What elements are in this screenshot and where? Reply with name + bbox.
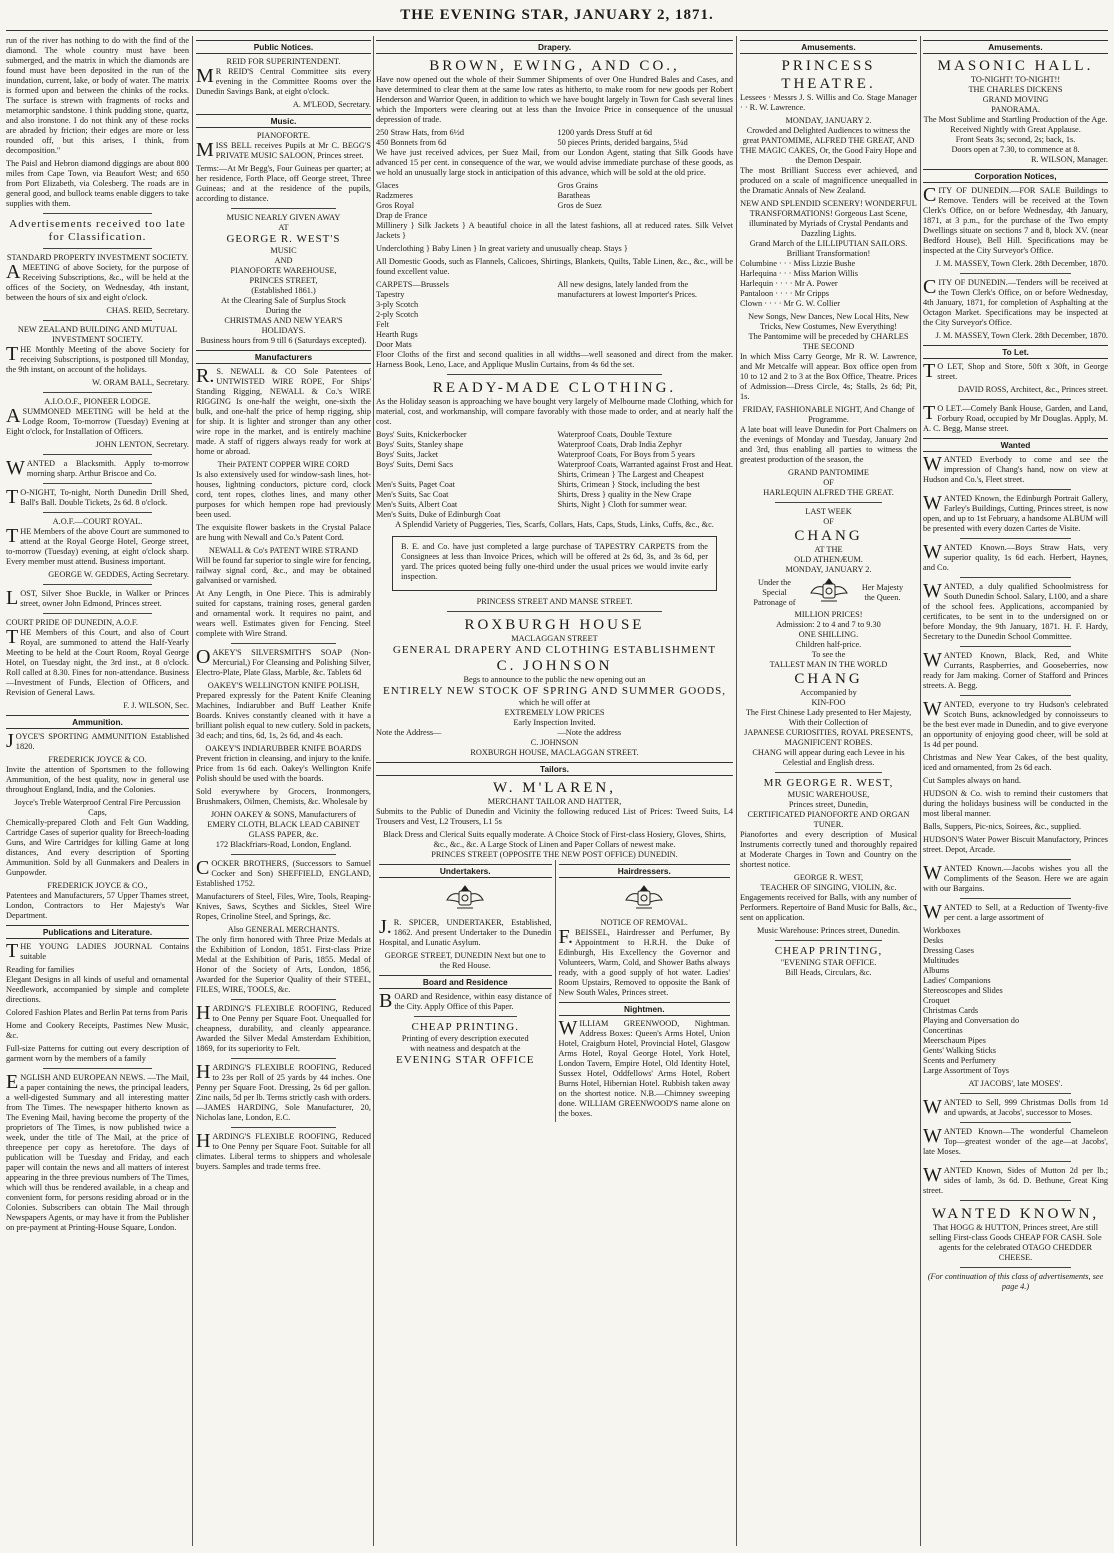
ad-line-centered: Accompanied by <box>800 688 857 697</box>
ad-paragraph: Submits to the Public of Dunedin and Vicinity the following reduced List of Prices: Tweed Suits, L4 Trousers and Vest, L2 Trousers, L1 5s <box>376 807 733 826</box>
ad-paragraph: THE Monthly Meeting of the above Society for receiving Subscriptions, is postponed till Monday, the 9th instant, on account of the holidays. <box>6 343 189 374</box>
ad-line-centered: Printing of every description executed <box>401 1034 529 1043</box>
ad-heading: MR GEORGE R. WEST, <box>763 777 894 789</box>
ad-line-centered: REID FOR SUPERINTENDENT. <box>226 57 341 66</box>
ad-line-centered: The Pantomime will be preceded by CHARLES THE SECOND <box>748 332 909 351</box>
continuation-note: (For continuation of this class of advertisements, see page 4.) <box>927 1272 1104 1291</box>
section-header: Corporation Notices, <box>923 169 1108 183</box>
ad-paragraph: OAKEY'S SILVERSMITH'S SOAP (Non-Mercurial,) For Cleansing and Polishing Silver, Electro-Plate, Plate Glass, Marble, &c. Tablets 6d <box>196 646 371 677</box>
section-header: Board and Residence <box>379 975 552 989</box>
ad-divider <box>960 646 1071 647</box>
ad-divider <box>960 898 1071 899</box>
ad-paragraph: COCKER BROTHERS, (Successors to Samuel Cocker and Son) SHEFFIELD, ENGLAND, Established 1752. <box>196 857 371 888</box>
ad-line-centered: HARLEQUIN ALFRED THE GREAT. <box>763 488 894 497</box>
section-header: Amusements. <box>740 40 917 54</box>
ad-divider <box>960 1161 1071 1162</box>
ad-line-centered: TO-NIGHT! TO-NIGHT!! <box>970 75 1061 84</box>
ad-divider <box>960 399 1071 400</box>
ad-signature: JOHN LENTON, Secretary. <box>95 440 189 449</box>
ad-line-centered: Joyce's Treble Waterproof Central Fire Percussion Caps, <box>14 798 181 817</box>
ad-divider <box>775 772 881 773</box>
ad-divider <box>447 374 661 375</box>
ad-divider <box>43 320 153 321</box>
section-header: Wanted <box>923 438 1108 452</box>
ad-paragraph: WANTED, a duly qualified Schoolmistress for South Dunedin School. Salary, L100, and a share of the school fees. Applications, accompanied by certificates, to be sent in to the undersigned on or before Monday, the 9th January, 1871. H. F. Hardy, Secretary to the Dunedin School Committee. <box>923 580 1108 641</box>
ad-paragraph: ENGLISH AND EUROPEAN NEWS. —The Mail, a paper containing the news, the principal leaders, a well-digested Summary and all interesting matter from The Times. The newspaper hitherto known as The Evening Mail, having become the property of the proprietors of The Times, is now published twice a week, under the title of The Mail, at the price of threepence per copy as heretofore. The days of publication will be Tuesday and Friday, and each paper will contain the news and all matters of interest appearing in the three previous numbers of The Times, which will thus be rendered available, in a cheap and convenient form, for persons residing abroad or in the Colonies. Subscribers can obtain The Mail through Newspapers Agents, or may have it from the Publisher on pre-payment at Printing-House Square, London. <box>6 1071 189 1232</box>
ad-line-centered: Their PATENT COPPER WIRE CORD <box>217 460 350 469</box>
ad-paragraph: WANTED Known—The wonderful Chameleon Top—greatest wonder of the age—at Jacobs', late Moses. <box>923 1125 1108 1156</box>
ad-paragraph: Home and Cookery Receipts, Pastimes New Music, &c. <box>6 1021 189 1040</box>
ad-paragraph: As the Holiday season is approaching we have bought very largely of Melbourne made Clothing, which for material, cost, and workmanship, will compare favorably with those made to order, and at nearly half the cost. <box>376 397 733 426</box>
ad-divider <box>960 538 1071 539</box>
column-5 <box>923 36 1108 1544</box>
ad-line-centered: Bill Heads, Circulars, &c. <box>785 968 872 977</box>
ad-title: W. M'LAREN, <box>492 780 617 796</box>
ad-line-centered: "EVENING STAR OFFICE. <box>780 958 877 967</box>
ad-line-centered: OAKEY'S INDIARUBBER KNIFE BOARDS <box>205 744 362 753</box>
ad-line-centered: MUSIC NEARLY GIVEN AWAY <box>226 213 341 222</box>
ad-signature: J. M. MASSEY, Town Clerk. 28th December, 1870. <box>935 259 1108 268</box>
ad-line-centered: Admission: 2 to 4 and 7 to 9.30 <box>776 620 881 629</box>
ad-paragraph: All Domestic Goods, such as Flannels, Calicoes, Shirtings, Blankets, Quilts, Table Linen, &c., &c., will be found excellent value. <box>376 257 733 276</box>
ad-title: PRINCESS THEATRE. <box>781 58 876 92</box>
column-separator <box>192 36 193 1546</box>
section-header: Drapery. <box>376 40 733 54</box>
ad-line-centered: GRAND PANTOMIME <box>788 468 869 477</box>
ad-line-centered: THE CHARLES DICKENS <box>968 85 1063 94</box>
ad-line-centered: PIANOFORTE. <box>256 131 311 140</box>
ad-divider <box>414 1016 518 1017</box>
ad-line-centered: NEW AND SPLENDID SCENERY! WONDERFUL TRANSFORMATIONS! Gorgeous Last Scene, illuminated by Myriads of Crystal Pendants and Dazzling Lights. <box>740 199 917 238</box>
ad-paragraph: Full-size Patterns for cutting out every description of garment worn by the members of a family <box>6 1044 189 1063</box>
ad-line: COURT PRIDE OF DUNEDIN, A.O.F. <box>6 618 138 627</box>
ad-line-centered: Black Dress and Clerical Suits equally moderate. A Choice Stock of First-class Hosiery, Gloves, Shirts, &c., &c., &c. A Large Stock of Linen and Paper Collars of newest make. <box>383 830 726 849</box>
ad-paragraph: Chemically-prepared Cloth and Felt Gun Wadding, Cartridge Cases of superior quality for Breech-loading Guns, and Wire Cartridges for killing Game at long distances, And every description of Sporting Ammunition. Sold by all Gunmakers and Dealers in Gunpowder. <box>6 818 189 877</box>
ad-two-column-list <box>376 430 733 520</box>
ad-divider <box>43 613 153 614</box>
royal-crest-icon <box>559 882 731 914</box>
section-header: To Let. <box>923 345 1108 359</box>
ad-divider <box>43 512 153 513</box>
ad-line-centered: Princes street, Dunedin, <box>788 800 869 809</box>
ad-paragraph: JOYCE'S SPORTING AMMUNITION Established 1820. <box>6 730 189 752</box>
ad-two-column-list <box>376 128 733 148</box>
ad-signature: W. ORAM BALL, Secretary. <box>92 378 189 387</box>
ad-line-centered: OLD ATHENÆUM. <box>794 555 863 564</box>
ad-two-column-list <box>376 280 733 350</box>
ad-line-centered: PRINCESS STREET AND MANSE STREET. <box>476 597 633 606</box>
ad-line-centered: HOLIDAYS. <box>261 326 306 335</box>
ad-line-centered: The First Chinese Lady presented to Her Majesty, <box>745 708 912 717</box>
ad-divider <box>231 643 336 644</box>
ad-line-centered: PIANOFORTE WAREHOUSE, <box>230 266 337 275</box>
ad-line-centered: OF <box>823 517 834 526</box>
ad-line-centered: STANDARD PROPERTY INVESTMENT SOCIETY. <box>6 253 189 262</box>
ad-line-centered: MUSIC <box>270 246 297 255</box>
ad-paragraph: Pianofortes and every description of Musical Instruments correctly tuned and thoroughly repaired at Moderate Charges in Town and Country on the shortest notice. <box>740 830 917 869</box>
section-header: Publications and Literature. <box>6 925 189 939</box>
ad-line-centered: AT JACOBS', late MOSES'. <box>968 1079 1063 1088</box>
ad-line-centered: At the Clearing Sale of Surplus Stock <box>221 296 346 305</box>
ad-line-centered: GEORGE STREET, DUNEDIN Next but one to the Red House. <box>384 951 546 970</box>
ad-line-centered: AT THE <box>814 545 843 554</box>
ad-divider <box>960 1122 1071 1123</box>
ad-paragraph: Is also extensively used for window-sash lines, hot-houses, lightning conductors, picture cord, clock cord, tent ropes, clothes lines, and many other purposes for which hempen rope had previously been used. <box>196 470 371 519</box>
ad-paragraph: Lessees · Messrs J. S. Willis and Co. Stage Manager · · R. W. Lawrence. <box>740 93 917 112</box>
ad-line-centered: FRIDAY, FASHIONABLE NIGHT, And Change of Programme. <box>742 405 915 424</box>
ad-list-left: Boys' Suits, Knickerbocker Boys' Suits, Stanley shape Boys' Suits, Jacket Boys' Suits, Demi Sacs Men's Suits, Paget Coat Men's Suits, Sac Coat Men's Suits, Albert Coat Men's Suits, Duke of Edinburgh Coat <box>376 430 501 519</box>
ad-paragraph: The exquisite flower baskets in the Crystal Palace are hung with Newall and Co.'s Patent Cord. <box>196 523 371 542</box>
ad-paragraph: Workboxes Desks Dressing Cases Multitudes Albums Ladies' Companions Stereoscopes and Slides Croquet Christmas Cards Playing and Conversation do Concertinas Meerschaum Pipes Gents' Walking Sticks Scents and Perfumery Large Assortment of Toys <box>923 926 1020 1075</box>
ad-line-centered: OAKEY'S WELLINGTON KNIFE POLISH, <box>207 681 360 690</box>
ad-divider <box>43 392 153 393</box>
ad-list-left: 250 Straw Hats, from 6½d 450 Bonnets from 6d <box>376 128 465 147</box>
ad-signature: F. J. WILSON, Sec. <box>123 701 189 710</box>
ad-paragraph: Christmas and New Year Cakes, of the best quality, iced and ornamented, from 2s 6d each. <box>923 753 1108 772</box>
ad-paragraph: HARDING'S FLEXIBLE ROOFING, Reduced to 23s per Roll of 25 yards by 44 inches. One Penny per Square Foot. Dressing, 2s 6d per gallon. Zinc nails, 5d per lb. Terms strictly cash with orders.—JAMES HARDING, Sole Manufacturer, 20, Nicholas lane, London, E.C. <box>196 1061 371 1122</box>
ad-paragraph: Floor Cloths of the first and second qualities in all widths—well seasoned and direct from the maker. Harness Book, Leno, Lace, and Applique Muslin Curtains, from 4s 6d the set. <box>376 350 733 369</box>
ad-paragraph: In which Miss Carry George, Mr R. W. Lawrence, and Mr Metcalfe will appear. Box office open from 10 to 12 and 2 to 3 at the Box Office, Theatre. Prices of Admission—Dress Circle, 4s; Stalls, 2s 6d; Pit, 1s. <box>740 352 917 401</box>
section-header: Nightmen. <box>559 1002 731 1016</box>
royal-crest-icon <box>806 575 852 610</box>
ad-paragraph: WANTED, everyone to try Hudson's celebrated Scotch Buns, acknowledged by connoisseurs to be the best ever made in Dunedin, and to give everyone an opportunity of enjoying good cheer, will be sold at 1s 4d per pound. <box>923 698 1108 749</box>
column-1 <box>6 36 189 1544</box>
ad-paragraph: Underclothing } Baby Linen } In great variety and unusually cheap. Stays } <box>376 244 628 253</box>
royal-patronage <box>740 575 917 610</box>
ad-line-centered: TEACHER OF SINGING, VIOLIN, &c. <box>760 883 897 892</box>
ad-divider <box>775 502 881 503</box>
ad-line-centered: New Songs, New Dances, New Local Hits, New Tricks, New Costumes, New Everything! <box>748 312 909 331</box>
ad-line-centered: PRINCES STREET (OPPOSITE THE NEW POST OFFICE) DUNEDIN. <box>431 850 678 859</box>
ad-paragraph: Terms:—At Mr Begg's, Four Guineas per quarter; at her residence, Forth Place, off George street, Three Guineas; and at the residence of the pupils, according to distance. <box>196 164 371 203</box>
ad-paragraph: HUDSON & Co. wish to remind their customers that during the holidays business will be conducted in the most liberal manner. <box>923 789 1108 818</box>
ad-divider <box>43 584 153 585</box>
ad-paragraph: Cut Samples always on hand. <box>923 776 1021 785</box>
ad-paragraph: HARDING'S FLEXIBLE ROOFING, Reduced to One Penny per Square Foot. Suitable for all climates. Liberal terms to shippers and wholesale buyers. Samples and trade terms free. <box>196 1130 371 1171</box>
ad-paragraph: Manufacturers of Steel, Files, Wire, Tools, Reaping-Knives, Saws, Scythes and Sickles, Steel Wire Ropes, Crinoline Steel, and Springs, &c. <box>196 892 371 921</box>
ad-line-centered: CHRISTMAS AND NEW YEAR'S <box>224 316 343 325</box>
ad-paragraph: TO LET.—Comely Bank House, Garden, and Land, Forbury Road, occupied by Mr Douglas. Apply, M. A. C. Begg, Manse street. <box>923 402 1108 433</box>
ad-paragraph: WANTED Known, Black, Red, and White Currants, Raspberries, and Gooseberries, now ready for Jam making. Corner of Stafford and Princes streets. A. Begg. <box>923 649 1108 690</box>
ad-line-centered: MONDAY, JANUARY 2. <box>785 116 872 125</box>
ad-title: CHANG <box>794 528 863 544</box>
ad-divider <box>43 1068 153 1069</box>
ad-paragraph: WANTED Known, Sides of Mutton 2d per lb.; sides of lamb, 3s 6d. D. Bethune, Great King street. <box>923 1164 1108 1195</box>
ad-line-centered: NEW ZEALAND BUILDING AND MUTUAL INVESTMENT SOCIETY. <box>17 325 178 344</box>
boxed-notice-text: B. E. and Co. have just completed a large purchase of TAPESTRY CARPETS from the Consignees at less than Invoice Prices, which will be offered at 2s 6d, 3s, and 3s 6d, per yard. The prices quoted being fully one-third under the usual prices we would invite early inspection. <box>401 542 708 581</box>
ad-paragraph: WANTED to Sell, at a Reduction of Twenty-five per cent. a large assortment of <box>923 901 1108 923</box>
ad-divider <box>775 940 881 941</box>
ad-line-centered: JAPANESE CURIOSITIES, ROYAL PRESENTS, MAGNIFICENT ROBES. <box>744 728 913 747</box>
ad-paragraph: WANTED to Sell, 999 Christmas Dolls from 1d and upwards, at Jacobs', successor to Moses. <box>923 1096 1108 1118</box>
ad-signature: A. M'LEOD, Secretary. <box>292 100 371 109</box>
column-separator <box>736 36 737 1546</box>
ad-line-centered: To see the <box>811 650 846 659</box>
ad-paragraph: TO LET, Shop and Store, 50ft x 30ft, in George street. <box>923 360 1108 382</box>
ad-two-column-list <box>376 728 733 738</box>
ad-line-centered: NEWALL & Co's PATENT WIRE STRAND <box>208 546 359 555</box>
ad-title: CHANG <box>794 671 863 687</box>
royal-crest-icon <box>379 882 552 914</box>
ad-paragraph: WANTED a Blacksmith. Apply to-morrow morning sharp. Arthur Briscoe and Co. <box>6 457 189 479</box>
ad-paragraph: TO-NIGHT, To-night, North Dunedin Drill Shed, Ball's Ball. Double Tickets, 2s 6d. 8 o'clock. <box>6 486 189 508</box>
ad-signature: CHAS. REID, Secretary. <box>106 306 189 315</box>
ad-line-centered: GRAND MOVING <box>982 95 1049 104</box>
ad-divider <box>43 248 153 249</box>
ad-list-left: Glaces Radzmeres Gros Royal Drap de France <box>376 181 428 220</box>
ad-paragraph: R.S. NEWALL & CO Sole Patentees of UNTWISTED WIRE ROPE, For Ships' Standing Rigging, NEWALL & Co.'s WIRE RIGGING Is one-half the weight, one-sixth the bulk, and one-half the price of hemp rigging, ship for ship. It is lighter and stronger than any other wire rope in the market, and is entirely machine made. A staff of riggers always ready for work at home or abroad. <box>196 365 371 456</box>
ad-line-centered: C. JOHNSON <box>530 738 579 747</box>
ad-divider <box>960 273 1071 274</box>
ad-line-centered: A Splendid Variety of Puggeries, Ties, Scarfs, Collars, Hats, Caps, Studs, Links, Cuffs, &c., &c. <box>395 520 714 529</box>
ad-signature: R. WILSON, Manager. <box>1030 155 1108 164</box>
ad-line-centered: NOTICE OF REMOVAL. <box>600 918 688 927</box>
ad-line-centered: ONE SHILLING. <box>798 630 859 639</box>
ad-line-centered: MONDAY, JANUARY 2. <box>785 565 872 574</box>
ad-paragraph: At Any Length, in One Piece. This is admirably suited for capstans, training roses, general garden and ornamental work. It requires no paint, and wears well. Estimates given for Fencing. Steel complete with Wire Strand. <box>196 589 371 638</box>
ad-divider <box>960 577 1071 578</box>
patronage-right: Her Majesty the Queen. <box>861 582 904 602</box>
ad-divider <box>447 611 661 612</box>
ad-line-centered: EXTREMELY LOW PRICES <box>504 708 605 717</box>
ad-divider <box>231 1058 336 1059</box>
section-header: Manufacturers <box>196 350 371 364</box>
ad-line-centered: That HOGG & HUTTON, Princes street, Are still selling First-class Goods CHEAP FOR CASH. Sole agents for the celebrated OTAGO CHEDDER CHEESE. <box>929 1223 1102 1262</box>
ad-title: C. JOHNSON <box>496 658 613 674</box>
ad-heading: EVENING STAR OFFICE <box>395 1054 535 1066</box>
ad-paragraph: J.R. SPICER, UNDERTAKER, Established, 1862. And present Undertaker to the Dunedin Hospital, and Lunatic Asylum. <box>379 916 552 947</box>
ad-line-centered: JOHN OAKEY & SONS, Manufacturers of EMERY CLOTH, BLACK LEAD CABINET GLASS PAPER, &c. <box>207 810 360 839</box>
ad-line-centered: FREDERICK JOYCE & CO. <box>48 755 147 764</box>
boxed-notice <box>392 536 717 591</box>
ad-line-centered: which he will offer at <box>518 698 591 707</box>
undertakers-column <box>376 860 555 1122</box>
ad-line-centered: ROXBURGH HOUSE, MACLAGGAN STREET. <box>470 748 639 757</box>
section-header: Ammunition. <box>6 715 189 729</box>
ad-signature: GEORGE W. GEDDES, Acting Secretary. <box>48 570 189 579</box>
ad-list-right: All new designs, lately landed from the manufacturers at lowest Importer's Prices. <box>557 280 697 299</box>
ad-line-centered: Business hours from 9 till 6 (Saturdays excepted). <box>200 336 367 345</box>
section-header: Undertakers. <box>379 864 552 878</box>
ad-heading: CHEAP PRINTING, <box>774 945 883 957</box>
ad-divider <box>960 859 1071 860</box>
ad-divider <box>43 483 153 484</box>
ad-line-centered: LAST WEEK <box>805 507 852 516</box>
ad-line-centered: The Most Sublime and Startling Production of the Age. <box>923 115 1108 124</box>
ad-paragraph: Invite the attention of Sportsmen to the following Ammunition, of the best quality, now in general use throughout England, India, and the Colonies. <box>6 765 189 794</box>
ad-line-centered: OF <box>823 478 834 487</box>
ad-paragraph: A late boat will leave Dunedin for Port Chalmers on the evenings of Monday and Tuesday, January 2nd and 3rd, thus enabling all parties to witness the greatest production of the season, the <box>740 425 917 464</box>
ad-paragraph: HARDING'S FLEXIBLE ROOFING, Reduced to One Penny per Square Foot. Unequalled for cheapness, durability, and cleanly appearance. Awarded the Silver Medal Amsterdam Exhibition, 1869, for its superiority to Felt. <box>196 1002 371 1053</box>
ad-paragraph: Sold everywhere by Grocers, Ironmongers, Brushmakers, Oilmen, Chemists, &c. Wholesale by <box>196 787 371 806</box>
undertakers-hairdressers-section <box>376 860 733 1122</box>
ad-paragraph: Will be found far superior to single wire for fencing, railway signal cord, &c., and may be obtained galvanised or varnished. <box>196 556 371 585</box>
ad-paragraph: Patentees and Manufacturers, 57 Upper Thames street, London, Contractors to Her Majesty's War Department. <box>6 891 189 920</box>
ad-heading: GENERAL DRAPERY AND CLOTHING ESTABLISHMENT <box>392 644 717 656</box>
drapery-and-tailors-section <box>376 40 733 860</box>
ad-line-centered: MUSIC WAREHOUSE, <box>787 790 870 799</box>
hairdressers-column <box>555 860 734 1122</box>
ad-heading: Advertisements received too late for Classification. <box>9 218 186 243</box>
ad-line-centered: AND <box>274 256 293 265</box>
ad-title: BROWN, EWING, AND CO., <box>429 58 680 74</box>
section-header: Amusements. <box>923 40 1108 54</box>
ad-paragraph: THE Members of the above Court are summoned to attend at the Royal George Hotel, George street, to-morrow (Tuesday) evening, at eight o'clock sharp. Every member must attend. Business important. <box>6 525 189 566</box>
ad-title: READY-MADE CLOTHING. <box>432 380 677 396</box>
ad-line-centered: MERCHANT TAILOR AND HATTER, <box>487 797 622 806</box>
ad-paragraph: Millinery } Silk Jackets } A beautiful choice in all the latest fashions, all at reduced rates. Silk Velvet Jackets } <box>376 221 733 240</box>
ad-line-centered: With their Collection of <box>788 718 869 727</box>
ad-paragraph: WANTED Everbody to come and see the impression of Chang's hand, now on view at Hudson and Co.'s, Fleet street. <box>923 453 1108 484</box>
section-header: Music. <box>196 114 371 128</box>
ad-title: ROXBURGH HOUSE <box>464 617 645 633</box>
ad-paragraph: CITY OF DUNEDIN.—Tenders will be received at the Town Clerk's Office, on or before Wednesday, 4th January, 1871, for completion of Asphalting at the Octagon Market. Specifications may be inspected at the City Surveyor's Office. <box>923 276 1108 327</box>
ad-line: Reading for families <box>6 965 75 974</box>
ad-paragraph: run of the river has nothing to do with the find of the diamond. The whole country must have been submerged, and the matrix in which the diamonds are found must have been deposited in the run of the inundation, current, lake, or body of water. The matrix is formed upon and between the chinks of the rocks. The surface is strewn with fragments of rocks and metamorphic sandstone. I think pudding stone, quartz, and also ironstone. I do not think any of these rocks are abraded by friction; their edges are more or less rounded off, but this arises, I think, from decomposition." <box>6 36 189 155</box>
ad-paragraph: THE Members of this Court, and also of Court Royal, are summoned to attend the Half-Yearly Meeting to be held at the Court Room, Royal George Hotel, on Tuesday night, the 3rd inst., at 8 o'clock. Roll called at 8.30. Fines for non-attendance. Business—Investment of Funds, Election of Officers, and Revision of General Laws. <box>6 626 189 697</box>
ad-paragraph: Engagements received for Balls, with any number of Performers. Repertoire of Band Music for Balls, &c., sent on application. <box>740 893 917 922</box>
ad-heading: GEORGE R. WEST'S <box>226 233 341 245</box>
ad-two-column-list <box>376 181 733 221</box>
ad-paragraph: Prepared expressly for the Patent Knife Cleaning Machines, Indiarubber and Buff Leather Knife Boards. Knives constantly cleaned with it have a brilliant polish equal to new cutlery. Sold in packets, 3d each; and tins, 6d, 1s, 2s 6d, and 4s each. <box>196 691 371 740</box>
ad-heading: CHEAP PRINTING. <box>411 1021 519 1033</box>
ad-line-centered: A.O.F.—COURT ROYAL. <box>52 517 143 526</box>
masthead: THE EVENING STAR, JANUARY 2, 1871. <box>400 7 714 23</box>
ad-divider <box>960 1200 1071 1201</box>
ad-title: WANTED KNOWN, <box>931 1206 1100 1222</box>
ad-line-centered: Begs to announce to the public the new opening out an <box>463 675 646 684</box>
ad-paragraph: The most Brilliant Success ever achieved, and produced on a scale of magnificence unequalled in the Dramatic Annals of New Zealand. <box>740 166 917 195</box>
ad-line-centered: KIN-FOO <box>811 698 846 707</box>
section-header: Tailors. <box>376 762 733 776</box>
ad-paragraph: MR REID'S Central Committee sits every evening in the Committee Rooms over the Dunedin Savings Bank, at eight o'clock. <box>196 65 371 96</box>
ad-paragraph: CITY OF DUNEDIN.—FOR SALE Buildings to Remove. Tenders will be received at the Town Clerk's Office, on or before Wednesday, 4th January, 1871, at 3 p.m., for the purchase of the Two empty Dwellings situate on sections 7 and 8, block XV. (near Bedford House), Bell Hill. Specifications may be inspected at the City Surveyor's Office. <box>923 184 1108 255</box>
ad-line-centered: Doors open at 7.30, to commence at 8. <box>951 145 1080 154</box>
ad-paragraph: MISS BELL receives Pupils at Mr C. BEGG'S PRIVATE MUSIC SALOON, Princes street. <box>196 139 371 161</box>
column-2 <box>196 36 371 1544</box>
ad-line-centered: AT <box>278 223 289 232</box>
ad-line-centered: CHANG will appear during each Levee in his Celestial and English dress. <box>752 748 905 767</box>
ad-paragraph: Elegant Designs in all kinds of useful and ornamental Needlework, accompanied by simple and complete directions. <box>6 975 189 1004</box>
ad-list-right: 1200 yards Dress Stuff at 6d 50 pieces Prints, derided bargains, 5¼d <box>557 128 688 147</box>
ad-paragraph: The Paisl and Hebron diamond diggings are about 800 miles from Cape Town, via Beaufort West; and 650 from Port Elizabeth, via Colesberg. The roads are in general good, and bullock teams enable diggers to take supplies with them. <box>6 159 189 208</box>
ad-paragraph: AMEETING of above Society, for the purpose of Receiving Subscriptions, &c., will be held at the offices of the Society, on Wednesday, 4th instant, between the hours of six and eight o'clock. <box>6 261 189 302</box>
ad-line-centered: MACLAGGAN STREET <box>511 634 598 643</box>
ad-line-centered: Music Warehouse: Princes street, Dunedin. <box>757 926 900 935</box>
ad-heading: ENTIRELY NEW STOCK OF SPRING AND SUMMER GOODS, <box>383 685 726 697</box>
ad-line-centered: FREDERICK JOYCE & CO., <box>47 881 148 890</box>
ad-signature: DAVID ROSS, Architect, &c., Princes street. <box>957 385 1108 394</box>
ad-divider <box>231 208 336 209</box>
ad-divider <box>960 695 1071 696</box>
ad-paragraph: ASUMMONED MEETING will be held at the Lodge Room, To-morrow (Tuesday) Evening at Eight o'clock, for Installation of Officers. <box>6 405 189 436</box>
ad-paragraph: BOARD and Residence, within easy distance of the City. Apply Office of this Paper. <box>379 990 552 1012</box>
ad-paragraph: Prevent friction in cleansing, and injury to the knife. Price from 1s 6d each. Oakey's Wellington Knife Polish should be used with the boards. <box>196 754 371 783</box>
ad-divider <box>960 489 1071 490</box>
ad-divider <box>43 454 153 455</box>
ad-list-right: Waterproof Coats, Double Texture Waterproof Coats, Drab India Zephyr Waterproof Coats, For Boys from 5 years Waterproof Coats, Warranted against Frost and Heat. Shirts, Crimean } The Largest and Cheapest Shirts, Crimean } Stock, including the best Shirts, Dress } quality in the New Crape Shirts, Night } Cloth for summer wear. <box>557 430 733 509</box>
ad-line-centered: TALLEST MAN IN THE WORLD <box>769 660 888 669</box>
ad-divider <box>43 213 153 214</box>
ad-paragraph: F.BEISSEL, Hairdresser and Perfumer, By Appointment to H.R.H. the Duke of Edinburgh, His Excellency the Governor and Volunteers, Warm, Cold, and Shower Baths always ready, with a good supply of hot water. Ladies' Room Upstairs, Removed to opposite the Bank of New South Wales, Princes street. <box>558 926 730 997</box>
ad-paragraph: Balls, Suppers, Pic-nics, Soirees, &c., supplied. <box>923 822 1082 831</box>
ad-paragraph: The only firm honored with Three Prize Medals at the Exhibition of London, 1851. First-class Prize Medal at the Exhibition of Paris, 1855. Medal of Honor of the Society of Arts, London, 1856, Awarded for the Superior Quality of their STEEL, FILES, WIRE, TOOLS, &c. <box>196 935 371 994</box>
column-separator <box>920 36 921 1546</box>
ad-divider <box>960 1267 1071 1268</box>
ad-line-centered: Grand March of the LILLIPUTIAN SAILORS. Brilliant Transformation! <box>749 239 908 258</box>
ad-line-centered: A.I.O.O.F., PIONEER LODGE. <box>44 397 151 406</box>
ad-paragraph: We have just received advices, per Suez Mail, from our London Agent, stating that Silk Goods have advanced 15 per cent. in consequence of the war, we would advise immediate purchase of these goods, as we hold an unusually large stock in anticipation of this advance, which will be sold at the old price. <box>376 148 733 177</box>
ad-line-centered: PANORAMA. <box>991 105 1040 114</box>
ad-line-centered: with neatness and despatch at the <box>410 1044 521 1053</box>
ad-line-centered: Early Inspection Invited. <box>513 718 596 727</box>
ad-list-right: —Note the address <box>557 728 622 737</box>
ad-divider <box>231 1127 336 1128</box>
column-separator <box>373 36 374 1546</box>
ad-line-centered: During the <box>265 306 302 315</box>
ad-line-centered: PRINCES STREET, <box>249 276 318 285</box>
ad-line-centered: Children half-price. <box>795 640 862 649</box>
ad-divider <box>960 1093 1071 1094</box>
ad-line-centered: Front Seats 3s; second, 2s; back, 1s. <box>955 135 1076 144</box>
ad-paragraph: WILLIAM GREENWOOD, Nightman. Address Boxes: Queen's Arms Hotel, Union Hotel, Craigburn Hotel, Provincial Hotel, Glasgow Arms Hotel, Royal George Hotel, York Hotel, London Tavern, Empire Hotel, Old Identity Hotel, Sussex Hotel, Oddfellows' Arms Hotel, Robert Burns Hotel, Hibernian Hotel. Rubbish taken away on the shortest notice. N.B.—Chimney sweeping done. WILLIAM GREENWOOD'S name alone on the boxes. <box>558 1017 730 1118</box>
ad-line-centered: 172 Blackfriars-Road, London, England. <box>215 840 352 849</box>
ad-paragraph: Colored Fashion Plates and Berlin Pat terns from Paris <box>6 1008 188 1017</box>
ad-title: MASONIC HALL. <box>937 58 1094 74</box>
ad-paragraph: LOST, Silver Shoe Buckle, in Walker or Princes street, owner John Edmond, Princes street. <box>6 587 189 609</box>
column-4 <box>740 36 917 1544</box>
ad-line-centered: (Established 1861.) <box>251 286 316 295</box>
ad-line-centered: CERTIFICATED PIANOFORTE AND ORGAN TUNER. <box>747 810 910 829</box>
ad-line-centered: Also GENERAL MERCHANTS. <box>227 925 340 934</box>
ad-paragraph: WANTED Known.—Jacobs wishes you all the Compliments of the Season. Here we are again with our Bargains. <box>923 862 1108 893</box>
ad-list-left: Note the Address— <box>376 728 442 737</box>
ad-paragraph: Columbine · · · Miss Lizzie Bushe Harlequina · · · Miss Marion Willis Harlequin · · · · Mr A. Power Pantaloon · · · · Mr Cripps Clown · · · · Mr G. W. Collier <box>740 259 858 308</box>
ad-paragraph: THE YOUNG LADIES JOURNAL Contains suitable <box>6 940 189 962</box>
section-header: Public Notices. <box>196 40 371 54</box>
ad-line-centered: Received Nightly with Great Applause. <box>950 125 1081 134</box>
ad-paragraph: Have now opened out the whole of their Summer Shipments of over One Hundred Bales and Cases, and have determined to clear them at the same low rates as hitherto, to make room for new goods per Robert Henderson and Warrior Queen, in addition to which we have bought largely in Town for Cash several lines which the Importers were clearing out at less than the Invoice Price in consequence of the unusual depression of trade. <box>376 75 733 124</box>
patronage-left: Under the Special Patronage of <box>753 577 796 607</box>
ad-paragraph: WANTED Known, the Edinburgh Portrait Gallery, Farley's Buildings, Cutting, Princes street, is now open, and up to 1st February, a handsome ALBUM will be presented with every dozen Cartes de Visite. <box>923 492 1108 533</box>
ad-signature: J. M. MASSEY, Town Clerk. 28th December, 1870. <box>935 331 1108 340</box>
column-3 <box>376 36 733 1544</box>
section-header: Hairdressers. <box>559 864 731 878</box>
ad-divider <box>231 854 336 855</box>
ad-paragraph: HUDSON'S Water Power Biscuit Manufactory, Princes street. Depot, Arcade. <box>923 835 1108 854</box>
ad-line-centered: Crowded and Delighted Audiences to witness the great PANTOMIME, ALFRED THE GREAT, AND THE MAGIC CAKES, Or, the Good Fairy Hope and the Demon Despair. <box>740 126 917 165</box>
ad-line-centered: MILLION PRICES! <box>794 610 863 619</box>
ad-list-right: Gros Grains Baratheas Gros de Suez <box>557 181 602 210</box>
ad-list-left: CARPETS—Brussels Tapestry 3-ply Scotch 2-ply Scotch Felt Hearth Rugs Door Mats <box>376 280 449 349</box>
ad-paragraph: WANTED Known.—Boys Straw Hats, very superior quality, 1s 6d each. Herbert, Haynes, and Co. <box>923 541 1108 572</box>
masthead-rule <box>6 30 1108 31</box>
ad-divider <box>231 999 336 1000</box>
ad-line-centered: GEORGE R. WEST, <box>793 873 864 882</box>
